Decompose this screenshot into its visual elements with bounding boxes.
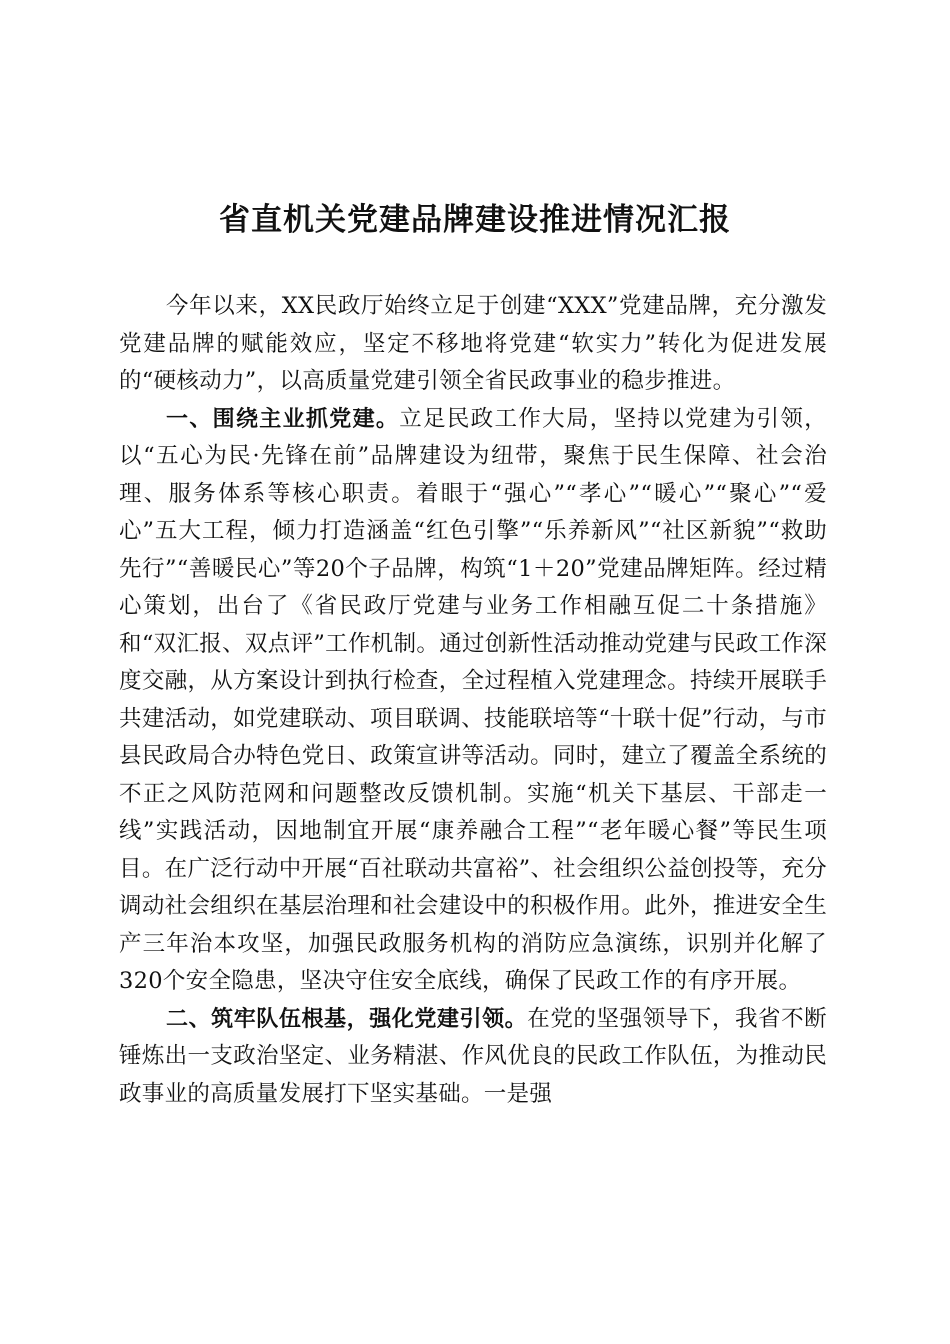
paragraph-text: 今年以来，XX民政厅始终立足于创建“XXX”党建品牌，充分激发党建品牌的赋能效应，坚定不移地将党建“软实力”转化为促进发展的“硬核动力”，以高质量党建引领全省民政事业的稳步推进。 (119, 293, 827, 394)
paragraph-text: 立足民政工作大局，坚持以党建为引领，以“五心为民·先锋在前”品牌建设为纽带，聚焦于民生保障、社会治理、服务体系等核心职责。着眼于“强心”“孝心”“暖心”“聚心”“爱心”五大工程，倾力打造涵盖“红色引擎”“乐养新风”“社区新貌”“救助先行”“善暖民心”等20个子品牌，构筑“1＋20”党建品牌矩阵。经过精心策划，出台了《省民政厅党建与业务工作相融互促二十条措施》和“双汇报、双点评”工作机制。通过创新性活动推动党建与民政工作深度交融，从方案设计到执行检查，全过程植入党建理念。持续开展联手共建活动，如党建联动、项目联调、技能联培等“十联十促”行动，与市县民政局合办特色党日、政策宣讲等活动。同时，建立了覆盖全系统的不正之风防范网和问题整改反馈机制。实施“机关下基层、干部走一线”实践活动，因地制宜开展“康养融合工程”“老年暖心餐”等民生项目。在广泛行动中开展“百社联动共富裕”、社会组织公益创投等，充分调动社会组织在基层治理和社会建设中的积极作用。此外，推进安全生产三年治本攻坚，加强民政服务机构的消防应急演练，识别并化解了320个安全隐患，坚决守住安全底线，确保了民政工作的有序开展。 (119, 405, 827, 994)
section-heading: 二、筑牢队伍根基，强化党建引领。 (166, 1006, 528, 1032)
section-heading: 一、围绕主业抓党建。 (166, 406, 400, 432)
paragraph-intro (119, 288, 827, 401)
paragraph-text: 在党的坚强领导下，我省不断锤炼出一支政治坚定、业务精湛、作风优良的民政工作队伍，为推动民政事业的高质量发展打下坚实基础。一是强 (119, 1005, 827, 1107)
paragraph-section-1 (119, 401, 827, 1001)
document-title: 省直机关党建品牌建设推进情况汇报 (219, 202, 731, 238)
document-body (119, 288, 827, 1113)
paragraph-section-2 (119, 1001, 827, 1114)
